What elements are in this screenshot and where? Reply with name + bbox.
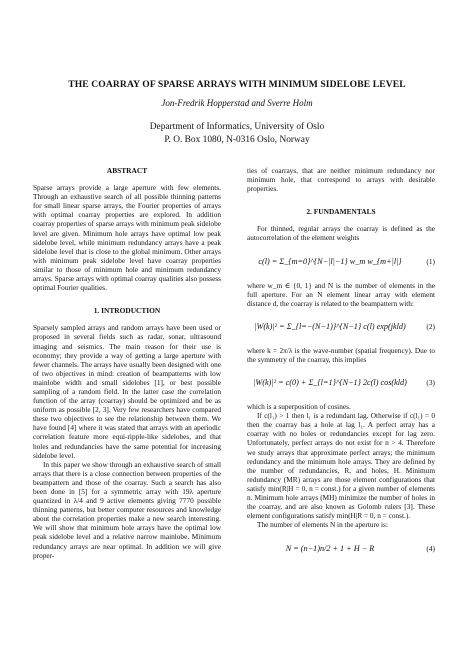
equation-3-number: (3) — [426, 378, 435, 388]
equation-1-number: (1) — [426, 257, 435, 267]
equation-2-body: |W(k)|² = Σ_{l=−(N−1)}^{N−1} c(l) exp(jkld) — [254, 322, 406, 332]
continuation-text: ties of coarrays, that are neither minimum redundancy nor minimum hole, that correspond to arrays with desirable properties. — [247, 166, 435, 194]
fundamentals-paragraph-1: For thinned, regular arrays the coarray is defined as the autocorrelation of the element weights — [247, 224, 435, 243]
left-column — [33, 160, 221, 560]
equation-3-body: |W(k)|² = c(0) + Σ_{l=1}^{N−1} 2c(l) cos(kld) — [253, 378, 407, 388]
equation-4-number: (4) — [426, 543, 435, 553]
affiliation-line-2: P. O. Box 1080, N-0316 Oslo, Norway — [164, 135, 310, 145]
abstract-text: Sparse arrays provide a large aperture with few elements. Through an exhaustive search of all possible thinning patterns for small linear sparse arrays, the Fourier properties of arrays with optimal coarray properties are explored. In addition coarray properties of sparse arrays with minimum peak sidelobe level are given. Minimum hole arrays have optimal low peak sidelobe level, while minimum redundancy arrays have a peak sidelobe level that is close to the global minimum. Other arrays with minimum peak sidelobe level have coarray properties similar to those of minimum hole and minimum redundancy arrays. Sparse arrays with optimal coarray qualities also possess optimal Fourier qualities. — [33, 183, 221, 293]
affiliation-line-1: Department of Informatics, University of Oslo — [149, 122, 325, 132]
introduction-heading: 1. INTRODUCTION — [93, 306, 161, 316]
paper-authors: Jon-Fredrik Hopperstad and Sverre Holm — [161, 98, 313, 108]
fundamentals-paragraph-2: where w_m ∈ {0, 1} and N is the number of elements in the full aperture. For an N element linear array with element distance d, the coarray is related to the beampattern with: — [247, 280, 435, 308]
equation-2-number: (2) — [426, 322, 435, 332]
fundamentals-paragraph-4: which is a superposition of cosines. — [247, 402, 351, 412]
intro-paragraph-1: Sparsely sampled arrays and random arrays have been used or proposed in several fields such as radar, sonar, ultrasound imaging and seismics. The main reason for their use is economy; they provide a way of getting a large aperture with fewer channels. The arrays have usually been designed with one of two objectives in mind: creation of beampatterns with low mainlobe width and small sidelobes [1], or best possible sampling of a random field. In the latter case the correlation function of the array (coarray) should be optimized and be as uniform as possible [2, 3]. Very few researchers have compared these two objectives to see the relationship between them. We have found [4] where it was stated that arrays with an aperiodic correlation feature more equi-ripple-like sidelobes, and that holes and redundancies have the same potential for increasing sidelobe level. — [33, 323, 221, 460]
equation-1-body: c(l) = Σ_{m=0}^{N−|l|−1} w_m w_{m+|l|} — [258, 257, 402, 267]
fundamentals-paragraph-6: The number of elements N in the aperture is: — [257, 520, 388, 530]
affiliation — [0, 121, 474, 147]
equation-3 — [247, 370, 435, 396]
equation-1 — [247, 249, 435, 275]
equation-4 — [247, 535, 435, 561]
fundamentals-paragraph-5: If c(l₁) > 1 then l₁ is a redundant lag. Otherwise if c(l₁) = 0 then the coarray has a hole at lag l₁. A perfect array has a coarray with no holes or redundancies except for lag zero. Unfortunately, perfect arrays do not exist for n > 4. Therefore we study arrays that approximate perfect arrays; the minimum redundancy and the minimum hole arrays. They are defined by the number of redundancies, R, and holes, H. Minimum redundancy (MR) arrays are those element configurations that satisfy min(R|H = 0, n = const.) for a given number of elements n. Minimum hole arrays (MH) minimize the number of holes in the coarray, and are also known as Golomb rulers [3]. These element configurations satisfy min(H|R = 0, n = const.). — [247, 411, 435, 521]
paper-title: THE COARRAY OF SPARSE ARRAYS WITH MINIMUM SIDELOBE LEVEL — [68, 79, 406, 90]
intro-paragraph-2: In this paper we show through an exhaustive search of small arrays that there is a close connection between properties of the beampattern and those of the coarray. Such a search has also been done in [5] for a symmetric array with 19λ aperture quantized in λ/4 and 9 active elements giving 7770 possible thinning patterns, but better computer resources and knowledge about the correlation properties make a new search interesting. We will show that minimum hole arrays have the optimal low peak sidelobe level and a relative narrow mainlobe. Minimum redundancy arrays are near optimal. In addition we will give proper- — [33, 459, 221, 560]
right-column — [247, 160, 435, 567]
abstract-heading: ABSTRACT — [106, 166, 148, 175]
equation-2 — [247, 314, 435, 340]
fundamentals-heading: 2. FUNDAMENTALS — [306, 207, 376, 217]
fundamentals-paragraph-3: where k = 2π/λ is the wave-number (spatial frequency). Due to the symmetry of the coarray, this implies — [247, 345, 435, 364]
equation-4-body: N = (n−1)n/2 + 1 + H − R — [285, 543, 375, 553]
